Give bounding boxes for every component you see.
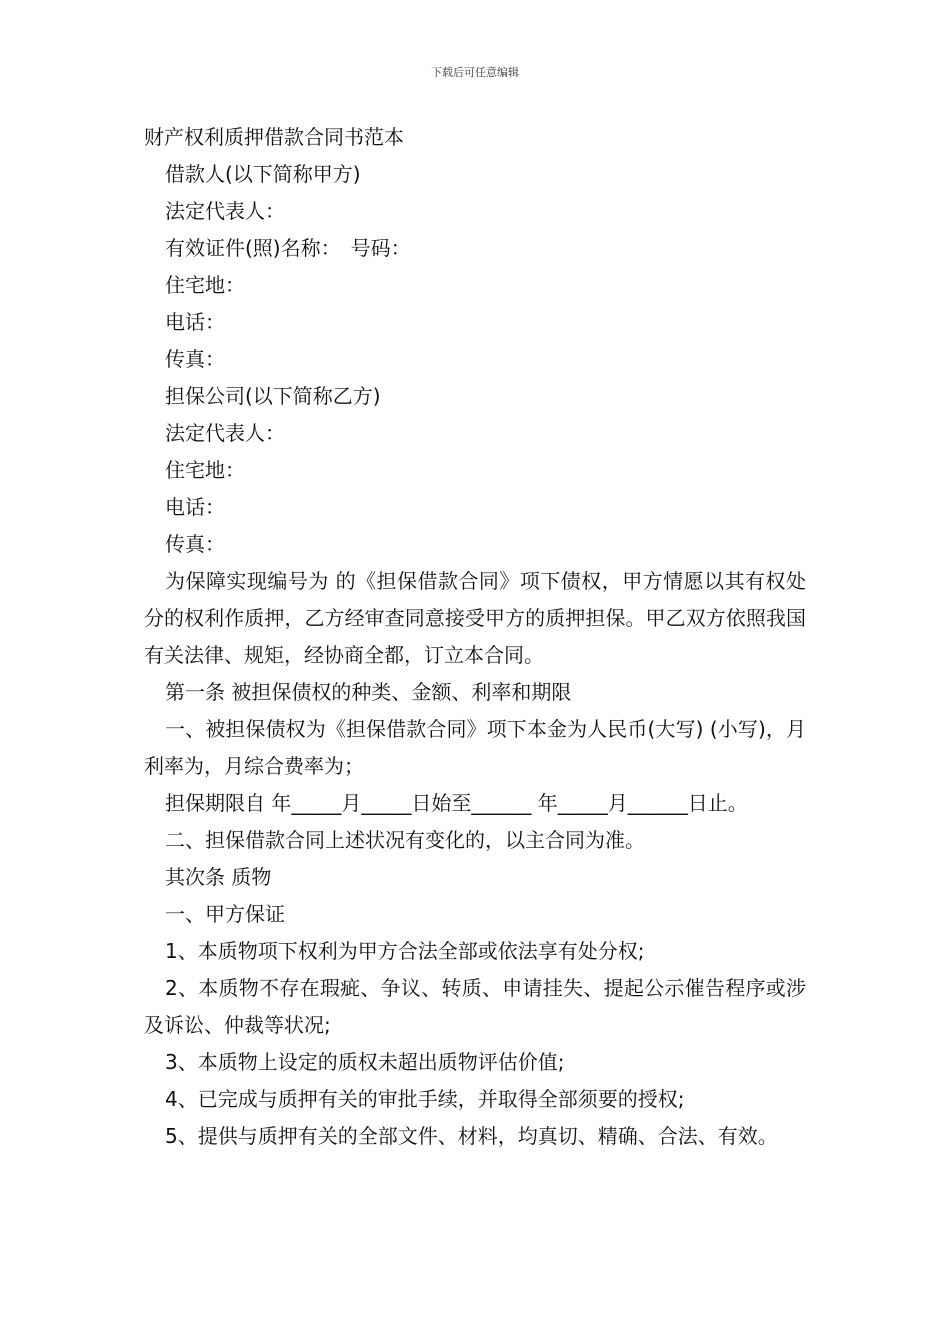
paragraph-guarantor-address: 住宅地： (165, 458, 245, 482)
article-2-clause-1: 一、甲方保证 (165, 902, 285, 926)
article-1-clause-1: 一、被担保债权为《担保借款合同》项下本金为人民币(大写) (小写)，月利率为，月综合费率为； (144, 717, 806, 778)
document-body (144, 119, 806, 1155)
warranty-item-5: 5、提供与质押有关的全部文件、材料，均真切、精确、合法、有效。 (165, 1124, 778, 1148)
article-1-heading: 第一条 被担保债权的种类、金额、利率和期限 (165, 680, 572, 704)
paragraph-legal-rep: 法定代表人： (165, 199, 285, 223)
article-2-heading: 其次条 质物 (165, 865, 272, 889)
paragraph-preamble: 为保障实现编号为 的《担保借款合同》项下债权，甲方情愿以其有权处分的权利作质押，乙方经审查同意接受甲方的质押担保。甲乙双方依照我国有关法律、规矩，经协商全都，订立本合同。 (144, 569, 806, 667)
paragraph-address: 住宅地： (165, 273, 245, 297)
warranty-item-1: 1、本质物项下权利为甲方合法全部或依法享有处分权; (165, 939, 645, 963)
paragraph-borrower: 借款人(以下简称甲方) (165, 162, 361, 186)
paragraph-guarantor-fax: 传真： (165, 532, 225, 556)
paragraph-phone: 电话： (165, 310, 225, 334)
document-title: 财产权利质押借款合同书范本 (144, 125, 404, 149)
article-1-clause-2: 二、担保借款合同上述状况有变化的，以主合同为准。 (165, 828, 645, 852)
warranty-item-3: 3、本质物上设定的质权未超出质物评估价值; (165, 1050, 565, 1074)
paragraph-guarantor-phone: 电话： (165, 495, 225, 519)
warranty-item-2: 2、本质物不存在瑕疵、争议、转质、申请挂失、提起公示催告程序或涉及诉讼、仲裁等状况; (144, 976, 806, 1037)
paragraph-fax: 传真： (165, 347, 225, 371)
paragraph-id-document: 有效证件(照)名称： 号码： (165, 236, 411, 260)
paragraph-guarantor-legal-rep: 法定代表人： (165, 421, 285, 445)
paragraph-guarantor: 担保公司(以下简称乙方) (165, 384, 381, 408)
page-header-note: 下载后可任意编辑 (431, 66, 519, 79)
warranty-item-4: 4、已完成与质押有关的审批手续，并取得全部须要的授权; (165, 1087, 685, 1111)
article-1-term: 担保期限自 年_____月_____日始至______ 年_____月______日止。 (165, 791, 748, 815)
